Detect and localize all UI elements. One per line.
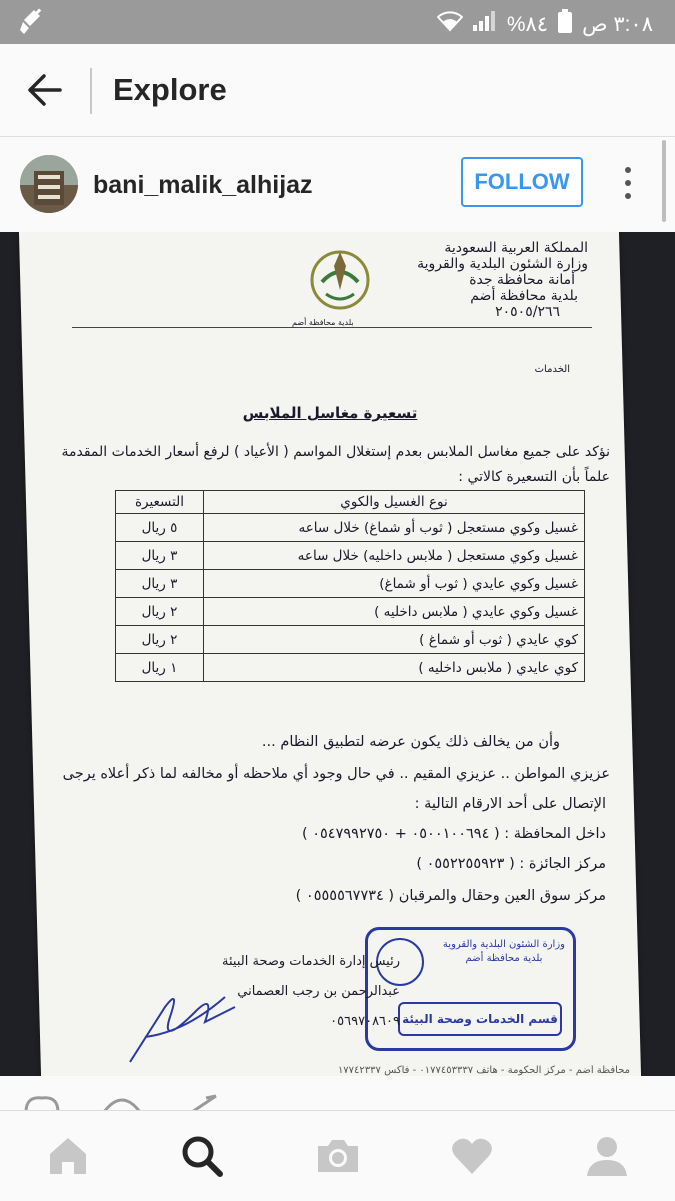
signal-icon [473,11,497,37]
price-cell: ٣ ريال [116,542,204,570]
signature-block [222,947,400,1037]
doc-header-line: المملكة العربية السعودية [444,240,588,256]
table-row [116,514,585,542]
bottom-navigation [0,1110,675,1201]
follow-button[interactable]: FOLLOW [461,157,583,207]
doc-notice: الإتصال على أحد الارقام التالية : [414,796,606,812]
post-header [0,137,675,232]
stamp-line: بلدية محافظة أضم [465,953,543,964]
post-actions [0,1076,675,1110]
price-cell: ٥ ريال [116,514,204,542]
status-bar [0,0,675,44]
stamp-department: قسم الخدمات وصحة البيئة [398,1002,562,1036]
service-cell: كوي عايدي ( ثوب أو شماغ ) [204,626,585,654]
heart-icon[interactable] [450,1134,494,1178]
more-options-icon[interactable] [618,165,638,201]
doc-notice: عزيزي المواطن .. عزيزي المقيم .. في حال وجود أي ملاحظه أو مخالفه لما ذكر أعلاه يرجى [62,766,610,782]
table-row [116,598,585,626]
signer-name: عبدالرحمن بن رجب العصماني [237,984,400,999]
stamp-text [443,938,565,966]
price-cell: ٣ ريال [116,570,204,598]
service-cell: كوي عايدي ( ملابس داخليه ) [204,654,585,682]
table-row [116,542,585,570]
municipality-logo-icon [300,242,380,322]
doc-header-line: بلدية محافظة أضم [470,288,578,304]
clock: ٣:٠٨ ص [582,12,653,36]
table-row [116,570,585,598]
service-cell: غسيل وكوي عايدي ( ثوب أو شماغ) [204,570,585,598]
signer-phone: ٠٥٦٩٧٠٨٦٠٩ [330,1014,400,1029]
battery-percent: %٨٤ [506,12,549,36]
doc-contact: داخل المحافظة : ( ٠٥٠٠١٠٠٦٩٤ + ٠٥٤٧٩٩٢٧٥٠ ) [301,826,606,842]
camera-icon[interactable] [316,1134,360,1178]
service-cell: غسيل وكوي مستعجل ( ثوب أو شماغ) خلال ساعه [204,514,585,542]
price-table [115,490,585,682]
table-header-cell: التسعيرة [116,491,204,514]
doc-title: تسعيرة مغاسل الملابس [242,404,418,422]
logo-caption: بلدية محافظة أضم [292,318,354,327]
page-title: Explore [113,72,227,107]
doc-header-line: وزارة الشئون البلدية والقروية [417,256,588,272]
app-bar [0,44,675,137]
doc-department: الخدمات [534,364,570,375]
header-divider [72,327,592,328]
doc-contact: مركز سوق العين وحقال والمرقبان ( ٠٥٥٥٥٦٧٧٣٤ ) [295,888,606,904]
back-arrow-icon[interactable] [24,72,64,108]
search-icon[interactable] [180,1134,224,1178]
price-cell: ١ ريال [116,654,204,682]
app-bar-divider [90,68,92,114]
service-cell: غسيل وكوي عايدي ( ملابس داخليه ) [204,598,585,626]
doc-reference-number: ٢٠٥٠٥/٢٦٦ [495,304,560,320]
doc-intro: نؤكد على جميع مغاسل الملابس بعدم إستغلال المواسم ( الأعياد ) لرفع أسعار الخدمات المقدمة علماً بأن التسعيرة كالاتي : [61,444,610,485]
table-row [116,626,585,654]
table-row [116,654,585,682]
wifi-icon [437,10,463,38]
post-image[interactable] [0,232,675,1076]
home-icon[interactable] [46,1134,90,1178]
stamp-line: وزارة الشئون البلدية والقروية [442,939,565,950]
battery-icon [558,9,572,39]
avatar[interactable] [20,155,78,213]
doc-violation-note: وأن من يخالف ذلك يكون عرضه لتطبيق النظام ... [261,734,560,750]
scrollbar[interactable] [662,140,666,222]
doc-footer: محافظة أضم - مركز الحكومة - هاتف ٠١٧٧٤٥٣٣٣٧ - فاكس ١٧٧٤٢٣٣٧ [337,1065,630,1076]
handwritten-signature-icon [125,977,245,1067]
doc-header-line: أمانة محافظة جدة [469,272,575,288]
table-header-row [116,491,585,514]
profile-icon[interactable] [585,1134,629,1178]
price-cell: ٢ ريال [116,598,204,626]
signer-title: رئيس إدارة الخدمات وصحة البيئة [222,954,400,969]
cleaner-icon [20,8,46,41]
doc-contact: مركز الجائزة : ( ٠٥٥٢٢٥٥٩٢٣ ) [416,856,606,872]
service-cell: غسيل وكوي مستعجل ( ملابس داخليه) خلال ساعه [204,542,585,570]
price-cell: ٢ ريال [116,626,204,654]
table-header-cell: نوع الغسيل والكوي [204,491,585,514]
document [30,232,630,1076]
post-username[interactable]: bani_malik_alhijaz [93,171,313,199]
